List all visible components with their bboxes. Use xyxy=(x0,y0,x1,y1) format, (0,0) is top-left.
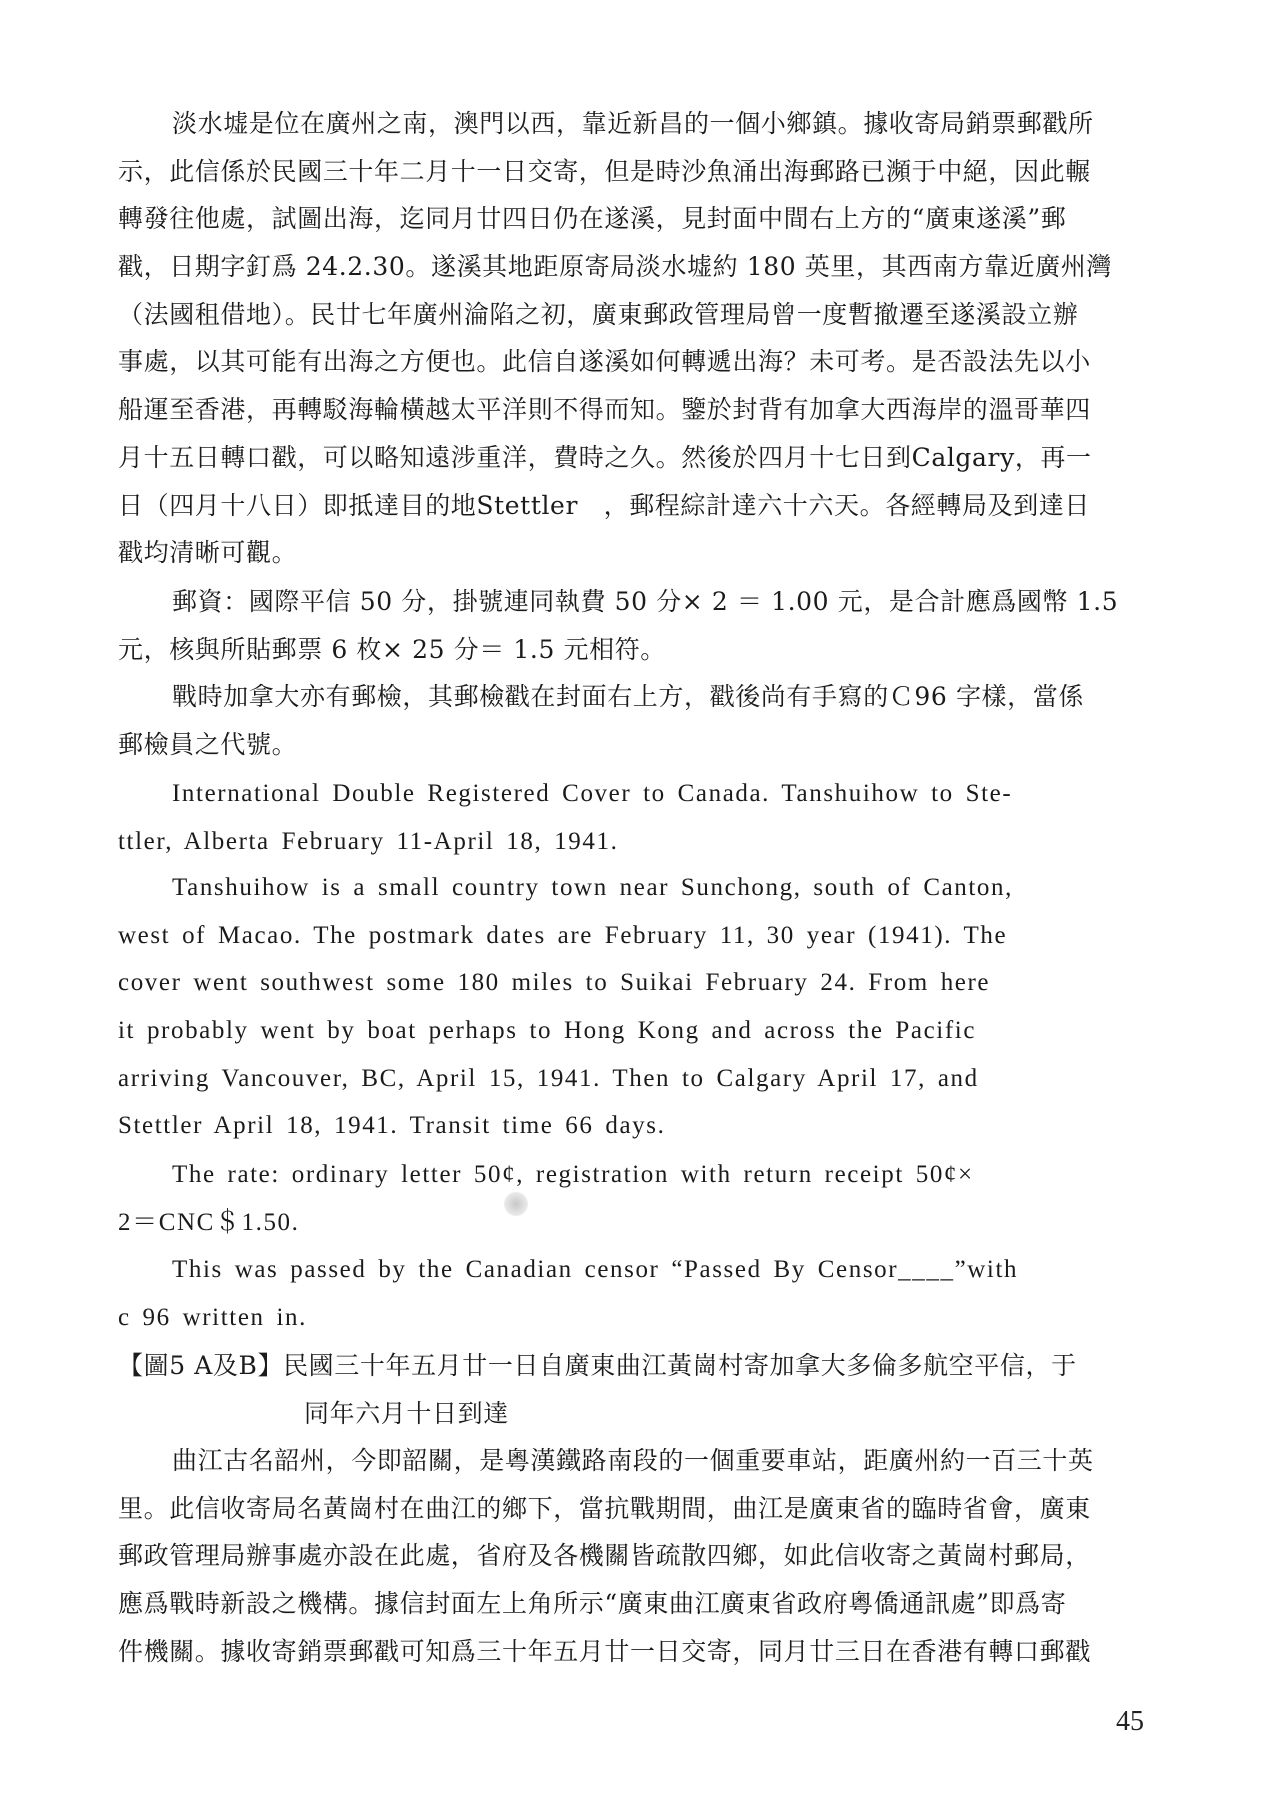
text-line: 戰時加拿大亦有郵檢，其郵檢戳在封面右上方，戳後尚有手寫的Ｃ96 字樣，當係 xyxy=(172,682,1084,711)
text-line: 件機關。據收寄銷票郵戳可知爲三十年五月廿一日交寄，同月廿三日在香港有轉口郵戳 xyxy=(118,1636,1091,1666)
text-line: 示，此信係於民國三十年二月十一日交寄，但是時沙魚涌出海郵路已瀕于中絕，因此輾 xyxy=(118,156,1091,186)
text-line: ttler, Alberta February 11-April 18, 1941. xyxy=(118,827,619,855)
paragraph-postage-rate-zh xyxy=(118,578,1148,673)
text-line: International Double Registered Cover to Canada. Tanshuihow to Ste- xyxy=(172,780,1013,807)
text-line: This was passed by the Canadian censor “Passed By Censor____”with xyxy=(172,1256,1019,1283)
caption-line: 同年六月十日到達 xyxy=(304,1398,509,1428)
text-line: 淡水墟是位在廣州之南，澳門以西，靠近新昌的一個小鄉鎮。據收寄局銷票郵戳所 xyxy=(172,109,1094,138)
text-line: （法國租借地）。民廿七年廣州淪陷之初，廣東郵政管理局曾一度暫撤遷至遂溪設立辦 xyxy=(118,299,1079,329)
text-line: 元，核與所貼郵票 6 枚× 25 分＝ 1.5 元相符。 xyxy=(118,634,666,664)
paragraph-rate-en xyxy=(118,1151,1148,1246)
text-line: 戳均清晰可觀。 xyxy=(118,538,298,568)
text-line: 應爲戰時新設之機構。據信封面左上角所示“廣東曲江廣東省政府粵僑通訊處”即爲寄 xyxy=(118,1589,1067,1619)
text-line: 郵政管理局辦事處亦設在此處，省府及各機關皆疏散四鄉，如此信收寄之黃崗村郵局， xyxy=(118,1541,1091,1571)
text-line: 曲江古名韶州，今即韶關，是粵漢鐵路南段的一個重要車站，距廣州約一百三十英 xyxy=(172,1446,1094,1475)
paragraph-tanshuihow-zh xyxy=(118,100,1148,577)
caption-line: 【圖5 A及B】民國三十年五月廿一日自廣東曲江黃崗村寄加拿大多倫多航空平信，于 xyxy=(118,1351,1077,1380)
text-line: 2＝CNC＄1.50. xyxy=(118,1208,300,1236)
paragraph-censor-en xyxy=(118,1246,1148,1341)
page-number: 45 xyxy=(1116,1706,1144,1737)
paragraph-qujiang-zh xyxy=(118,1437,1148,1675)
text-line: The rate: ordinary letter 50¢, registration with return receipt 50¢× xyxy=(172,1161,974,1188)
text-line: 事處，以其可能有出海之方便也。此信自遂溪如何轉遞出海？未可考。是否設法先以小 xyxy=(118,347,1091,377)
figure-caption xyxy=(118,1342,1148,1437)
scan-smudge xyxy=(504,1192,528,1216)
text-line: west of Macao. The postmark dates are February 11, 30 year (1941). The xyxy=(118,921,1008,949)
text-line: arriving Vancouver, BC, April 15, 1941. Then to Calgary April 17, and xyxy=(118,1064,979,1092)
text-line: it probably went by boat perhaps to Hong Kong and across the Pacific xyxy=(118,1017,977,1045)
text-line: 郵資：國際平信 50 分，掛號連同執費 50 分× 2 ＝ 1.00 元，是合計應爲國幣 1.5 xyxy=(172,587,1119,616)
text-line: 日（四月十八日）即抵達目的地Stettler ，郵程綜計達六十六天。各經轉局及到達日 xyxy=(118,490,1091,520)
english-cover-title xyxy=(118,770,1148,865)
text-line: 郵檢員之代號。 xyxy=(118,729,298,759)
text-line: 月十五日轉口戳，可以略知遠涉重洋，費時之久。然後於四月十七日到Calgary，再一 xyxy=(118,442,1092,472)
paragraph-censor-zh xyxy=(118,673,1148,768)
text-line: 戳，日期字釘爲 24.2.30。遂溪其地距原寄局淡水墟約 180 英里，其西南方靠近廣州灣 xyxy=(118,252,1112,282)
paragraph-route-en xyxy=(118,864,1148,1150)
text-line: 船運至香港，再轉駁海輪橫越太平洋則不得而知。鑒於封背有加拿大西海岸的溫哥華四 xyxy=(118,395,1091,425)
text-line: Tanshuihow is a small country town near Sunchong, south of Canton, xyxy=(172,874,1013,901)
text-line: 里。此信收寄局名黃崗村在曲江的鄉下，當抗戰期間，曲江是廣東省的臨時省會，廣東 xyxy=(118,1493,1091,1523)
text-line: c 96 written in. xyxy=(118,1303,307,1331)
text-line: cover went southwest some 180 miles to Suikai February 24. From here xyxy=(118,969,991,997)
text-line: 轉發往他處，試圖出海，迄同月廿四日仍在遂溪，見封面中間右上方的“廣東遂溪”郵 xyxy=(118,204,1067,234)
text-line: Stettler April 18, 1941. Transit time 66 days. xyxy=(118,1112,666,1140)
